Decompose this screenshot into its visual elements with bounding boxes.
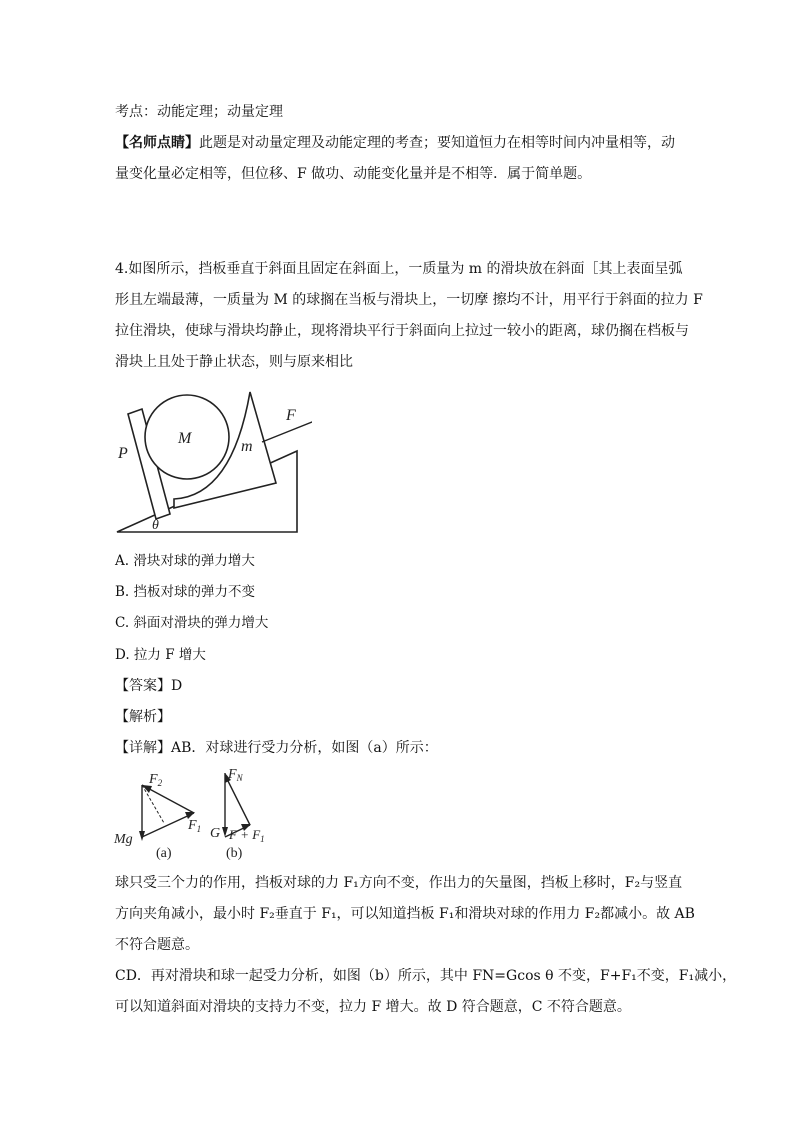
comment-tag: 【名师点睛】	[115, 135, 199, 151]
kaodian-line: 考点：动能定理；动量定理	[115, 104, 283, 120]
force-triangles-figure	[112, 765, 282, 865]
label-f-plus-f1: $F + F_1$	[229, 827, 265, 844]
label-wedge-m: m	[241, 438, 253, 455]
label-f2: $F_2$	[149, 772, 163, 788]
option-c: C. 斜面对滑块的弹力增大	[115, 615, 269, 631]
analysis-title: 【解析】	[115, 709, 171, 725]
question-line-1: 4.如图所示，挡板垂直于斜面且固定在斜面上，一质量为 m 的滑块放在斜面［其上表面呈弧	[115, 261, 683, 277]
comment-line-2: 量变化量必定相等，但位移、F 做功、动能变化量并是不相等．属于简单题。	[115, 166, 592, 182]
para-cd-line-1: CD．再对滑块和球一起受力分析，如图（b）所示，其中 FN=Gcos θ 不变，F+F₁不变，F₁减小，	[115, 968, 737, 984]
label-p: P	[118, 445, 128, 462]
para-cd-line-2: 可以知道斜面对滑块的支持力不变，拉力 F 增大。故 D 符合题意，C 不符合题意。	[115, 999, 631, 1015]
para-ab-line-2: 方向夹角减小，最小时 F₂垂直于 F₁，可以知道挡板 F₁和滑块对球的作用力 F₂都减小。故 AB	[115, 906, 695, 922]
para-ab-line-3: 不符合题意。	[115, 937, 199, 953]
label-mg: Mg	[114, 832, 133, 847]
label-a: (a)	[156, 846, 172, 861]
label-b: (b)	[226, 846, 243, 861]
incline-figure	[112, 388, 312, 534]
label-ball-m: M	[178, 430, 192, 447]
label-f1: $F_1$	[188, 818, 202, 834]
option-a: A. 滑块对球的弹力增大	[115, 553, 255, 569]
para-ab-line-1: 球只受三个力的作用，挡板对球的力 F₁方向不变，作出力的矢量图，挡板上移时，F₂与竖直	[115, 875, 683, 891]
option-b: B. 挡板对球的弹力不变	[115, 584, 256, 600]
detail-intro: 【详解】AB．对球进行受力分析，如图（a）所示：	[115, 740, 438, 756]
label-fn: $F_N$	[228, 767, 243, 783]
question-line-2: 形且左端最薄，一质量为 M 的球搁在当板与滑块上，一切摩 擦均不计，用平行于斜面的拉力 F	[115, 292, 703, 308]
answer: 【答案】D	[115, 678, 183, 694]
label-f: F	[286, 407, 296, 424]
option-d: D. 拉力 F 增大	[115, 647, 206, 663]
comment-line-1	[115, 133, 675, 153]
label-theta: θ	[152, 518, 159, 533]
question-line-3: 拉住滑块，使球与滑块均静止，现将滑块平行于斜面向上拉过一较小的距离，球仍搁在档板与	[115, 323, 689, 339]
question-line-4: 滑块上且处于静止状态，则与原来相比	[115, 354, 353, 370]
comment-text-1: 此题是对动量定理及动能定理的考查；要知道恒力在相等时间内冲量相等，动	[199, 135, 675, 151]
label-g: G	[210, 826, 221, 841]
